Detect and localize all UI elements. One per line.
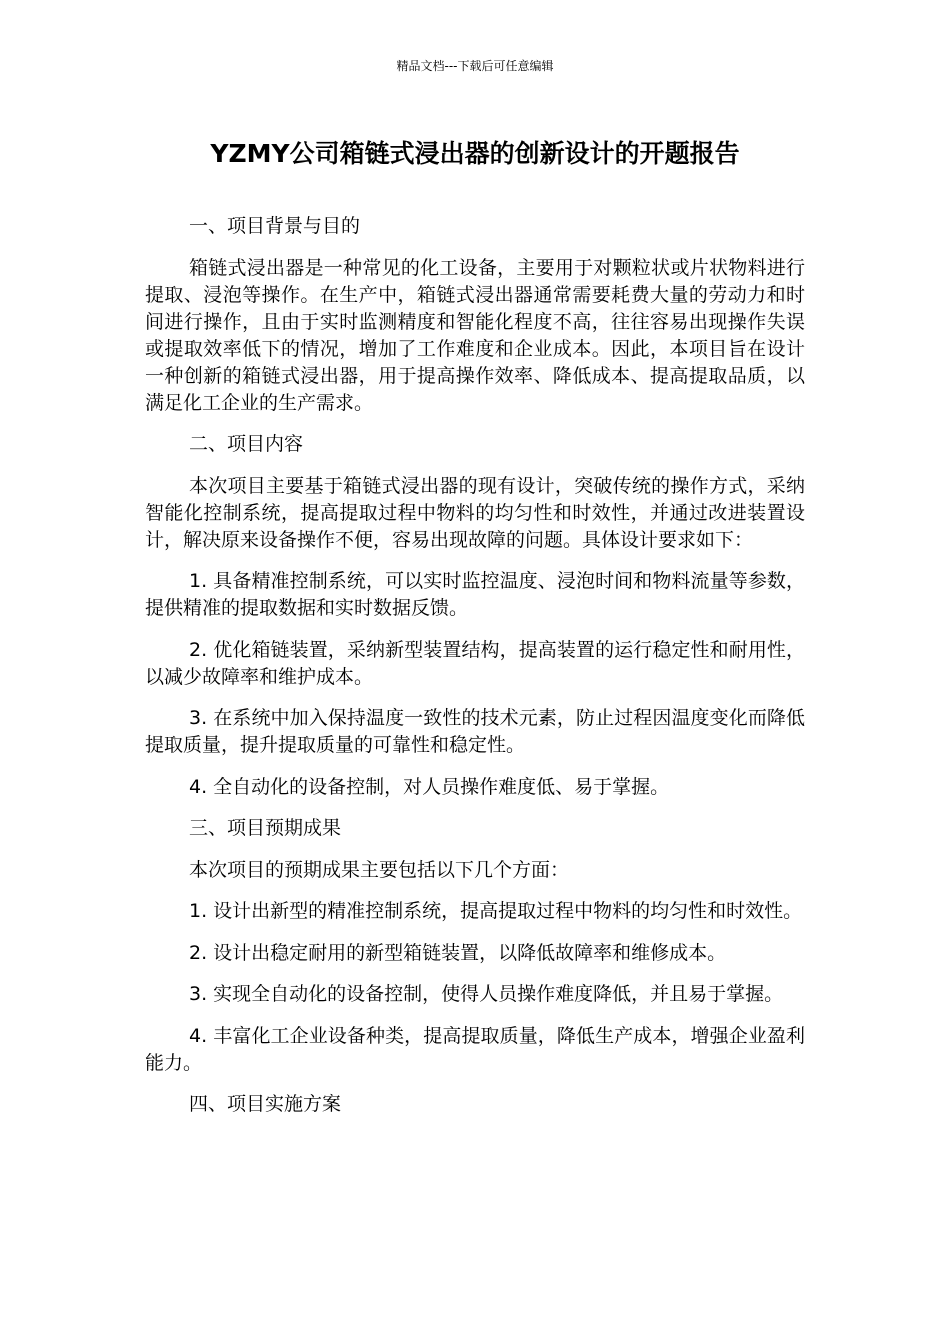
paragraph-background: 箱链式浸出器是一种常见的化工设备，主要用于对颗粒状或片状物料进行提取、浸泡等操作。在生产中，箱链式浸出器通常需要耗费大量的劳动力和时间进行操作，且由于实时监测精度和智能化程度不高，往往容易出现操作失误或提取效率低下的情况，增加了工作难度和企业成本。因此，本项目旨在设计一种创新的箱链式浸出器，用于提高操作效率、降低成本、提高提取品质，以满足化工企业的生产需求。 [145,256,805,414]
section-heading-background: 一、项目背景与目的 [189,215,361,237]
document-title: YZMY公司箱链式浸出器的创新设计的开题报告 [210,139,740,168]
section-heading-implementation: 四、项目实施方案 [189,1093,342,1115]
list-item-requirement-4: 4. 全自动化的设备控制，对人员操作难度低、易于掌握。 [189,775,670,798]
paragraph-expected-results-intro: 本次项目的预期成果主要包括以下几个方面： [189,858,570,881]
section-heading-content: 二、项目内容 [189,433,304,455]
list-item-requirement-3: 3. 在系统中加入保持温度一致性的技术元素，防止过程因温度变化而降低提取质量，提升提取质量的可靠性和稳定性。 [145,707,805,756]
list-item-result-3: 3. 实现全自动化的设备控制，使得人员操作难度降低，并且易于掌握。 [189,983,784,1005]
header-note: 精品文档---下载后可任意编辑 [396,59,554,73]
list-item-result-4: 4. 丰富化工企业设备种类，提高提取质量，降低生产成本，增强企业盈利能力。 [145,1024,805,1074]
list-item-result-2: 2. 设计出稳定耐用的新型箱链装置，以降低故障率和维修成本。 [189,941,727,964]
list-item-requirement-2: 2. 优化箱链装置，采纳新型装置结构，提高装置的运行稳定性和耐用性，以减少故障率和维护成本。 [145,638,805,688]
section-heading-expected-results: 三、项目预期成果 [189,817,342,839]
document-body [145,213,805,1133]
paragraph-content-intro: 本次项目主要基于箱链式浸出器的现有设计，突破传统的操作方式，采纳智能化控制系统，提高提取过程中物料的均匀性和时效性，并通过改进装置设计，解决原来设备操作不便，容易出现故障的问题。具体设计要求如下： [145,474,805,551]
list-item-result-1: 1. 设计出新型的精准控制系统，提高提取过程中物料的均匀性和时效性。 [189,900,803,922]
list-item-requirement-1: 1. 具备精准控制系统，可以实时监控温度、浸泡时间和物料流量等参数，提供精准的提取数据和实时数据反馈。 [145,570,805,619]
